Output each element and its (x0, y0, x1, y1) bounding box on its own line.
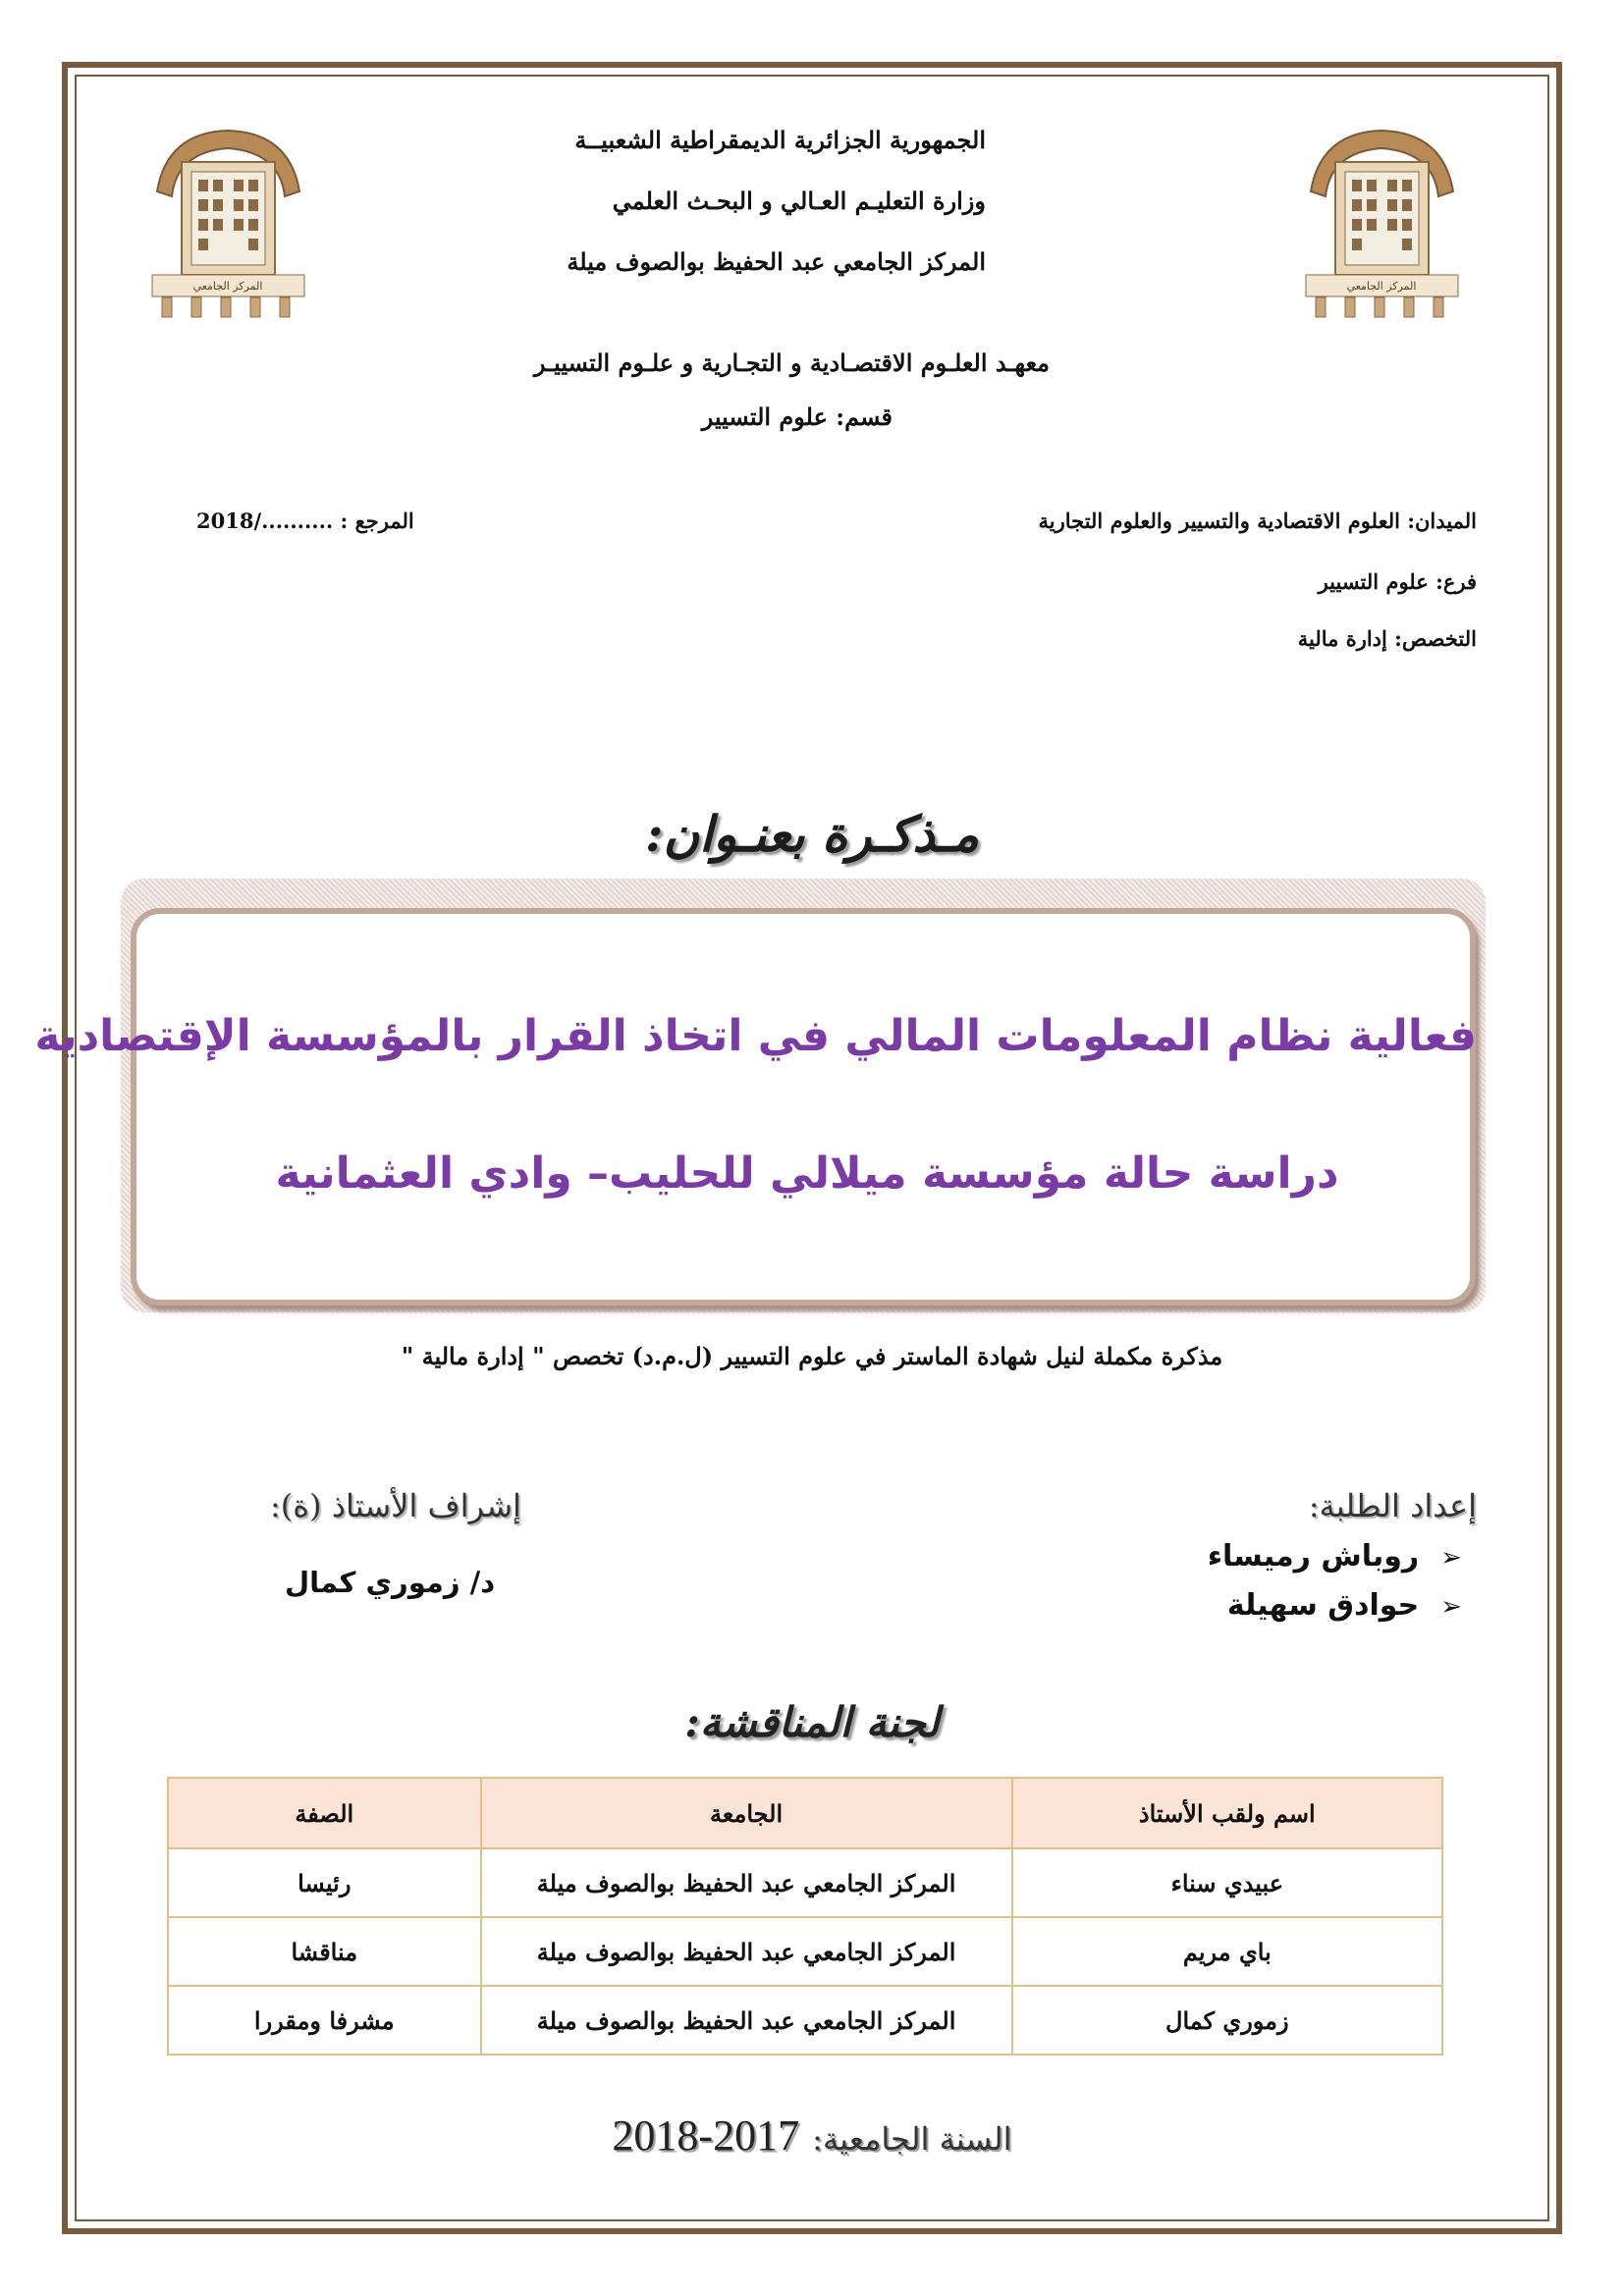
student-item (1208, 1539, 1462, 1574)
memo-heading: مـذكـرة بعنـوان: (645, 805, 979, 863)
meta-field: الميدان: العلوم الاقتصادية والتسيير والعلوم التجارية (1038, 508, 1477, 533)
students-label: إعداد الطلبة: (1308, 1487, 1477, 1524)
bullet-arrow-icon: ➢ (1440, 1592, 1462, 1622)
column-header: اسم ولقب الأستاذ (1012, 1778, 1442, 1848)
building-logo-icon (147, 123, 309, 319)
academic-year (0, 2110, 1624, 2161)
committee-table (167, 1777, 1443, 2056)
building-logo-icon (1301, 123, 1463, 319)
svg-text:المركز الجامعي: المركز الجامعي (1346, 280, 1417, 293)
table-header-row (168, 1778, 1442, 1848)
university-logo-right (1301, 123, 1463, 319)
column-header: الصفة (168, 1778, 481, 1848)
committee-title: لجنة المناقشة: (684, 1698, 940, 1746)
table-row (168, 1848, 1442, 1917)
academic-year-label: السنة الجامعية: (812, 2120, 1012, 2158)
bullet-arrow-icon: ➢ (1440, 1543, 1462, 1573)
meta-reference: المرجع : ........../2018 (196, 508, 414, 533)
header-institute: معهـد العلـوم الاقتصـادية و التجـارية و علـوم التسييـر (533, 348, 1050, 377)
member-role: مناقشا (168, 1917, 481, 1986)
table-row (168, 1917, 1442, 1986)
header-ministry: وزارة التعليـم العـالي و البحـث العلمي (612, 187, 986, 215)
column-header: الجامعة (481, 1778, 1012, 1848)
member-role: رئيسا (168, 1848, 481, 1917)
thesis-title-line2: دراسة حالة مؤسسة ميلالي للحليب– وادي العثمانية (275, 1148, 1339, 1199)
header-republic: الجمهورية الجزائرية الديمقراطية الشعبيــة (574, 126, 986, 154)
meta-branch: فرع: علوم التسيير (1318, 569, 1477, 594)
supervisor-name: د/ زموري كمال (285, 1566, 496, 1599)
member-university: المركز الجامعي عبد الحفيظ بوالصوف ميلة (481, 1848, 1012, 1917)
meta-specialty: التخصص: إدارة مالية (1297, 626, 1477, 651)
student-name: روباش رميساء (1207, 1539, 1420, 1574)
svg-text:المركز الجامعي: المركز الجامعي (192, 280, 263, 293)
member-role: مشرفا ومقررا (168, 1986, 481, 2055)
header-department: قسم: علوم التسيير (701, 402, 893, 431)
academic-year-value: 2018-2017 (612, 2111, 800, 2160)
table-row (168, 1986, 1442, 2055)
member-university: المركز الجامعي عبد الحفيظ بوالصوف ميلة (481, 1917, 1012, 1986)
supervisor-label: إشراف الأستاذ (ة): (270, 1487, 521, 1524)
thesis-title-line1: فعالية نظام المعلومات المالي في اتخاذ القرار بالمؤسسة الإقتصادية (34, 1011, 1477, 1061)
member-name: زموري كمال (1012, 1986, 1442, 2055)
member-name: باي مريم (1012, 1917, 1442, 1986)
university-logo-left (147, 123, 309, 319)
member-university: المركز الجامعي عبد الحفيظ بوالصوف ميلة (481, 1986, 1012, 2055)
student-name: حوادق سهيلة (1226, 1588, 1420, 1623)
member-name: عبيدي سناء (1012, 1848, 1442, 1917)
student-item (1227, 1588, 1462, 1623)
header-center: المركز الجامعي عبد الحفيظ بوالصوف ميلة (567, 247, 986, 276)
title-box (34, 908, 1477, 1306)
thesis-subtitle: مذكرة مكملة لنيل شهادة الماستر في علوم التسيير (ل.م.د) تخصص " إدارة مالية " (401, 1342, 1223, 1370)
